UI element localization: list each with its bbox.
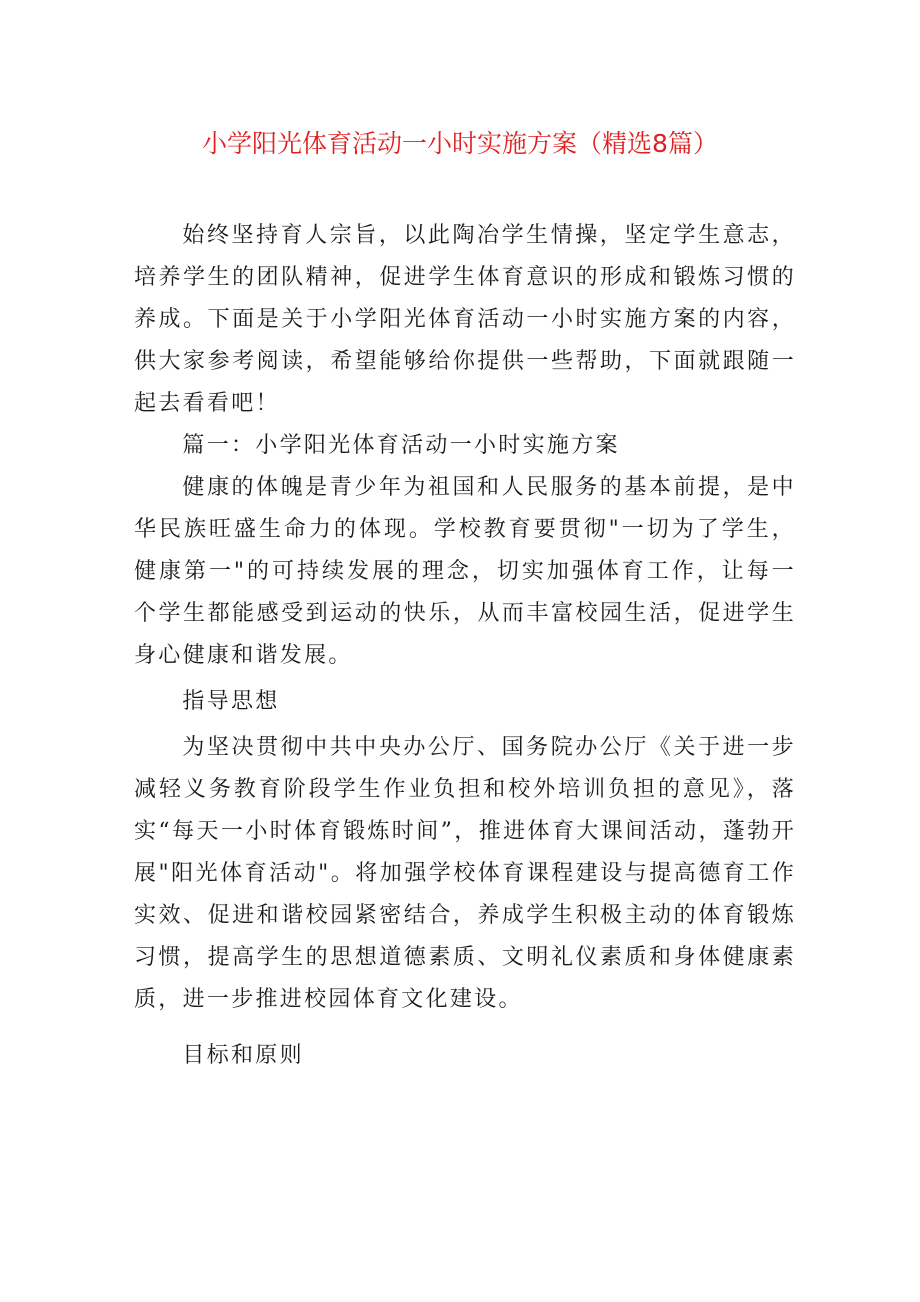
intro-paragraph: 始终坚持育人宗旨，以此陶冶学生情操，坚定学生意志，培养学生的团队精神，促进学生体育意识的形成和锻炼习惯的养成。下面是关于小学阳光体育活动一小时实施方案的内容，供大家参考阅读，希望能够给你提供一些帮助，下面就跟随一起去看看吧！ <box>134 223 796 416</box>
guiding-ideology-paragraph: 为坚决贯彻中共中央办公厅、国务院办公厅《关于进一步减轻义务教育阶段学生作业负担和校外培训负担的意见》，落实“每天一小时体育锻炼时间”，推进体育大课间活动，蓬勃开展"阳光体育活动"。将加强学校体育课程建设与提高德育工作实效、促进和谐校园紧密结合，养成学生积极主动的体育锻炼习惯，提高学生的思想道德素质、文明礼仪素质和身体健康素质，进一步推进校园体育文化建设。 <box>134 735 796 1012</box>
document-body <box>134 215 796 1077</box>
chapter-one-paragraph: 健康的体魄是青少年为祖国和人民服务的基本前提，是中华民族旺盛生命力的体现。学校教育要贯彻"一切为了学生，健康第一"的可持续发展的理念，切实加强体育工作，让每一个学生都能感受到运动的快乐，从而丰富校园生活，促进学生身心健康和谐发展。 <box>134 475 796 668</box>
document-title: 小学阳光体育活动一小时实施方案（精选8篇） <box>202 129 718 158</box>
chapter-one-heading: 篇一：小学阳光体育活动一小时实施方案 <box>182 433 620 458</box>
section-heading-guiding-ideology: 指导思想 <box>182 689 280 714</box>
section-heading-goals-principles: 目标和原则 <box>182 1043 304 1068</box>
